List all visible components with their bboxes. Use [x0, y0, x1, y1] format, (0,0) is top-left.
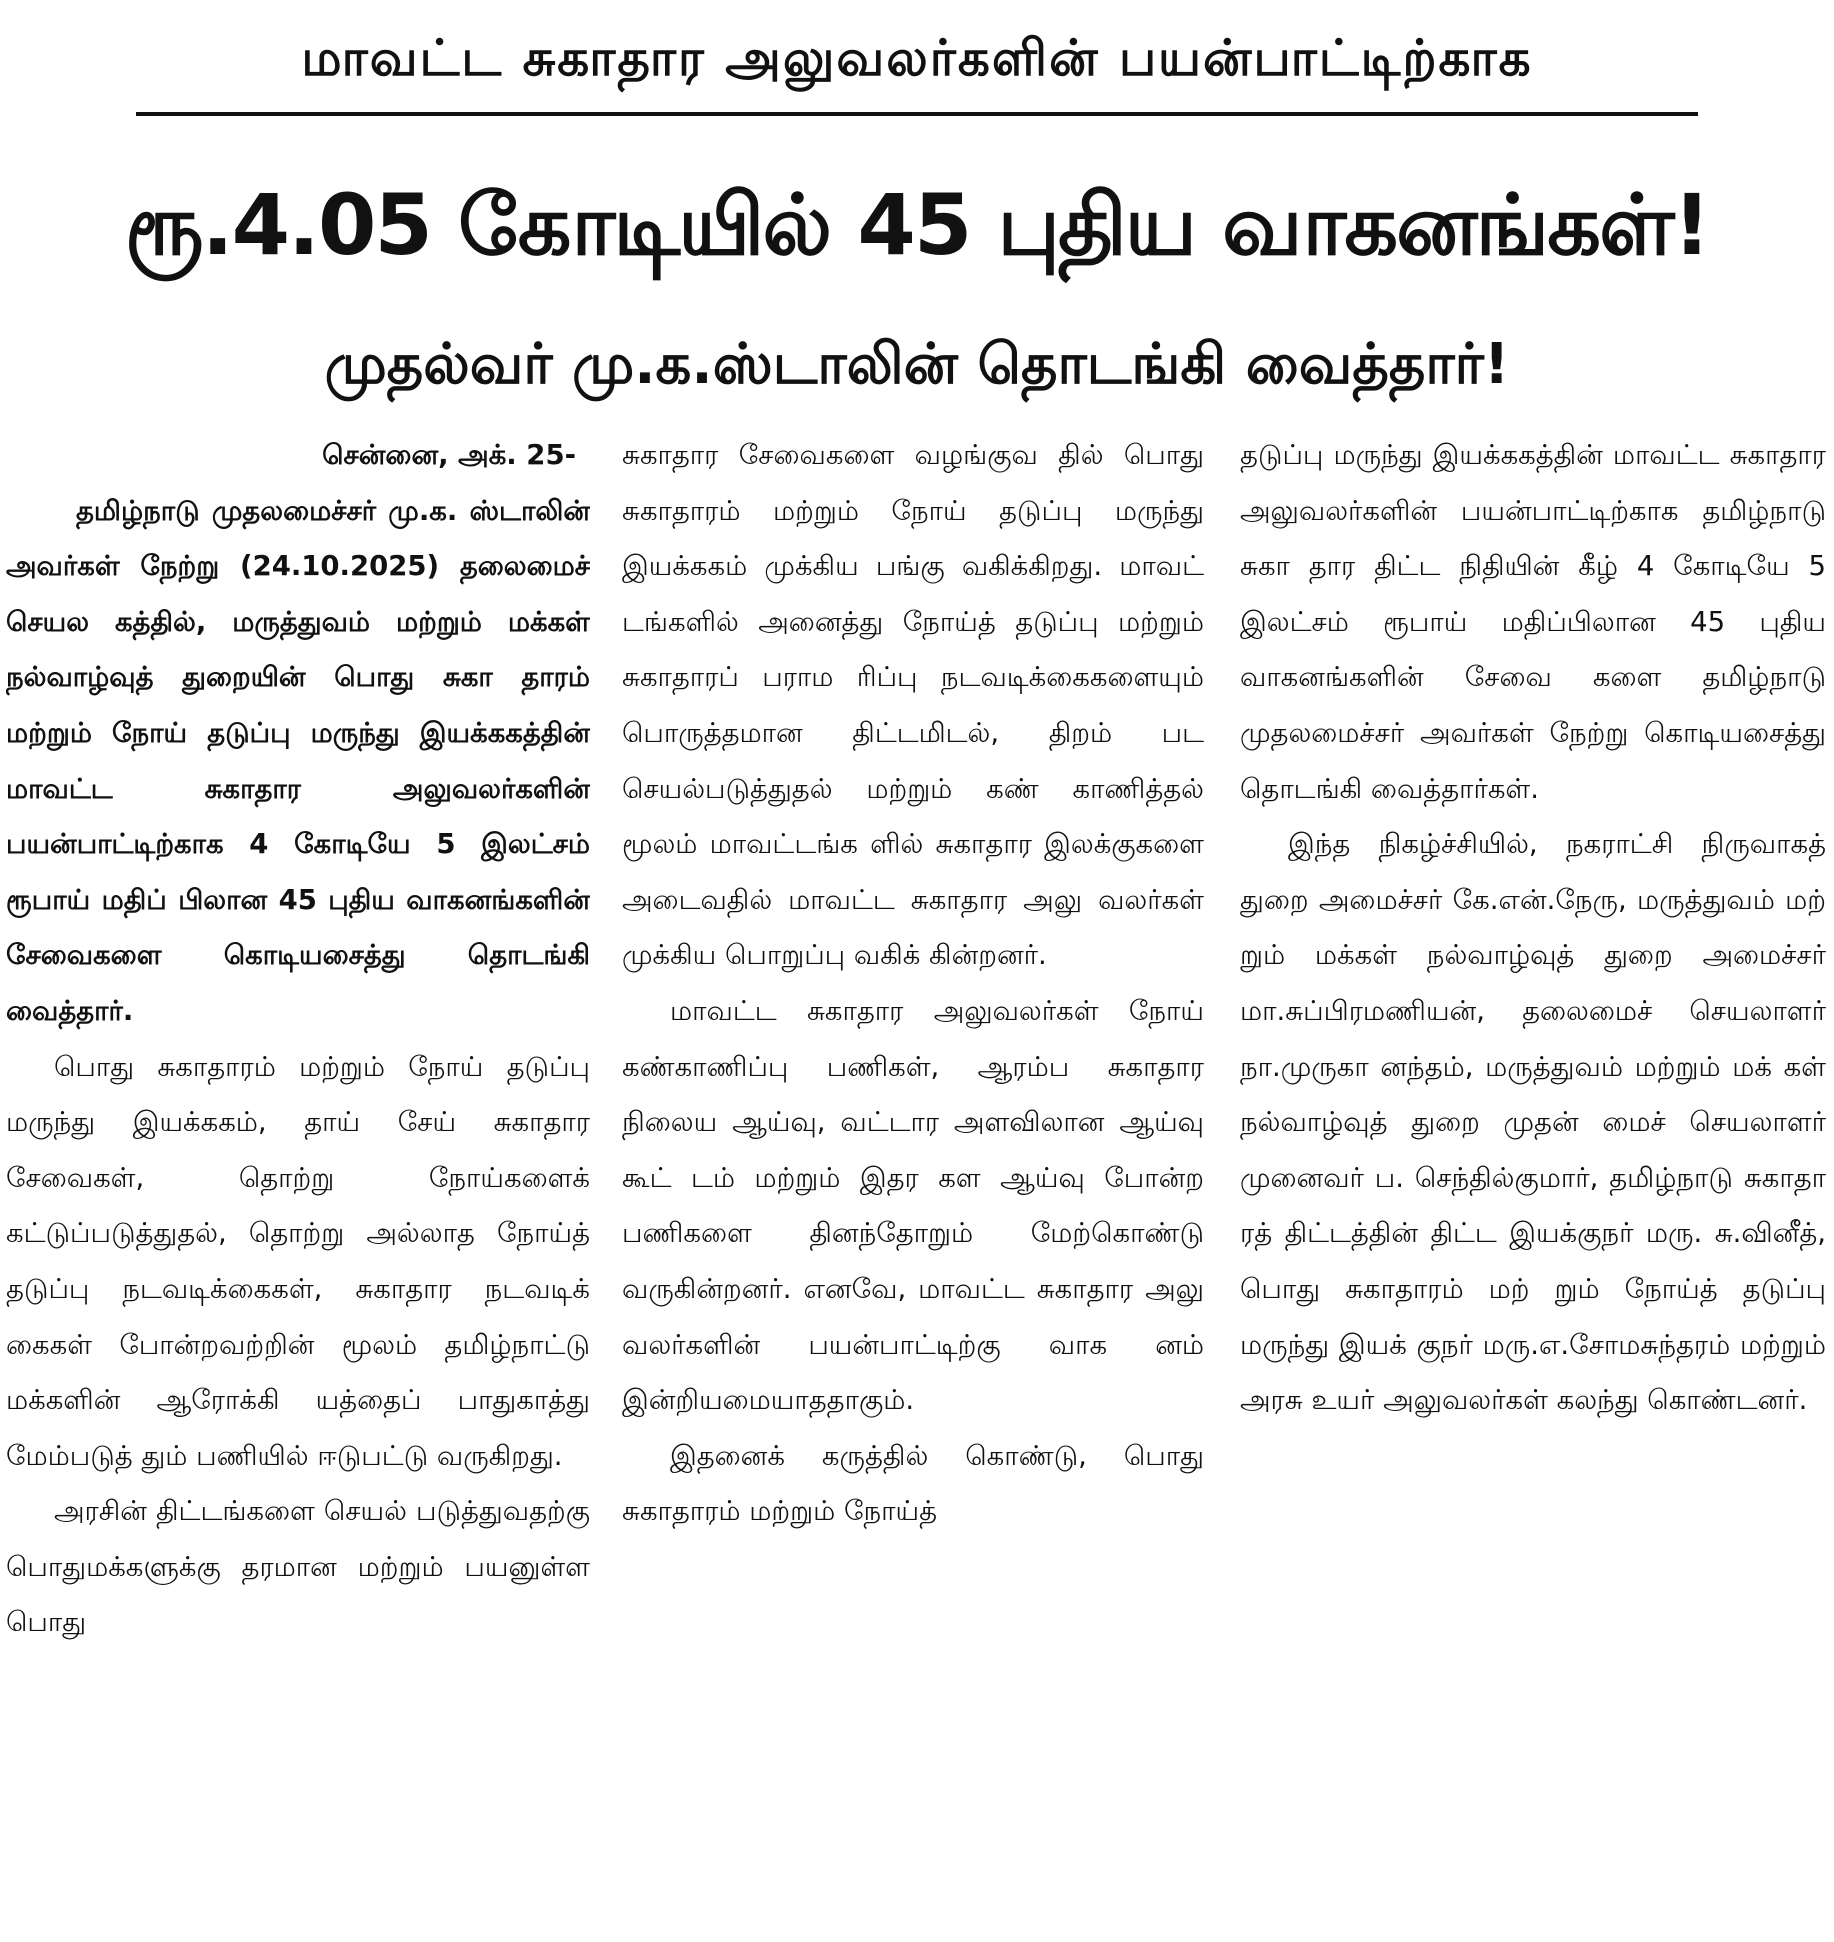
body-paragraph-1: பொது சுகாதாரம் மற்றும் நோய் தடுப்பு மருந்து இயக்ககம், தாய் சேய் சுகாதார சேவைகள், தொற்று நோய்களைக் கட்டுப்படுத்துதல், தொற்று அல்லாத நோய்த் தடுப்பு நடவடிக்கைகள், சுகாதார நடவடிக் கைகள் போன்றவற்றின் மூலம் தமிழ்நாட்டு மக்களின் ஆரோக்கி யத்தைப் பாதுகாத்து மேம்படுத் தும் பணியில் ஈடுபட்டு வருகிறது. [6, 1050, 590, 1472]
body-paragraph-4-continued: தடுப்பு மருந்து இயக்ககத்தின் மாவட்ட சுகாதார அலுவலர்களின் பயன்பாட்டிற்காக தமிழ்நாடு சுகா தார திட்ட நிதியின் கீழ் 4 கோடியே 5 இலட்சம் ரூபாய் மதிப்பிலான 45 புதிய வாகனங்களின் சேவை களை தமிழ்நாடு முதலமைச்சர் அவர்கள் நேற்று கொடியசைத்து தொடங்கி வைத்தார்கள். [1240, 439, 1826, 805]
article-column-2 [622, 428, 1204, 1933]
kicker-headline: மாவட்ட சுகாதார அலுவலர்களின் பயன்பாட்டிற்காக [301, 29, 1533, 87]
body-paragraph-2-continued: சுகாதார சேவைகளை வழங்குவ தில் பொது சுகாதாரம் மற்றும் நோய் தடுப்பு மருந்து இயக்ககம் முக்கிய பங்கு வகிக்கிறது. மாவட் டங்களில் அனைத்து நோய்த் தடுப்பு மற்றும் சுகாதாரப் பராம ரிப்பு நடவடிக்கைகளையும் பொருத்தமான திட்டமிடல், திறம் பட செயல்படுத்துதல் மற்றும் கண் காணித்தல் மூலம் மாவட்டங்க ளில் சுகாதார இலக்குகளை அடைவதில் மாவட்ட சுகாதார அலு வலர்கள் முக்கிய பொறுப்பு வகிக் கின்றனர். [622, 439, 1204, 972]
body-paragraph-5: இந்த நிகழ்ச்சியில், நகராட்சி நிருவாகத் துறை அமைச்சர் கே.என்.நேரு, மருத்துவம் மற் றும் மக்கள் நல்வாழ்வுத் துறை அமைச்சர் மா.சுப்பிரமணியன், தலைமைச் செயலாளர் நா.முருகா னந்தம், மருத்துவம் மற்றும் மக் கள் நல்வாழ்வுத் துறை முதன் மைச் செயலாளர் முனைவர் ப. செந்தில்குமார், தமிழ்நாடு சுகாதா ரத் திட்டத்தின் திட்ட இயக்குநர் மரு. சு.வினீத், பொது சுகாதாரம் மற் றும் நோய்த் தடுப்பு மருந்து இயக் குநர் மரு.எ.சோமசுந்தரம் மற்றும் அரசு உயர் அலுவலர்கள் கலந்து கொண்டனர். [1240, 828, 1826, 1417]
sub-headline: முதல்வர் மு.க.ஸ்டாலின் தொடங்கி வைத்தார்! [324, 332, 1510, 397]
body-paragraph-4: இதனைக் கருத்தில் கொண்டு, பொது சுகாதாரம் மற்றும் நோய்த் [622, 1439, 1204, 1528]
lead-paragraph: தமிழ்நாடு முதலமைச்சர் மு.க. ஸ்டாலின் அவர்கள் நேற்று (24.10.2025) தலைமைச் செயல கத்தில், மருத்துவம் மற்றும் மக்கள் நல்வாழ்வுத் துறையின் பொது சுகா தாரம் மற்றும் நோய் தடுப்பு மருந்து இயக்ககத்தின் மாவட்ட சுகாதார அலுவலர்களின் பயன்பாட்டிற்காக 4 கோடியே 5 இலட்சம் ரூபாய் மதிப் பிலான 45 புதிய வாகனங்களின் சேவைகளை கொடியசைத்து தொடங்கி வைத்தார். [6, 494, 590, 1027]
headline-divider [136, 112, 1698, 116]
body-paragraph-3: மாவட்ட சுகாதார அலுவலர்கள் நோய் கண்காணிப்பு பணிகள், ஆரம்ப சுகாதார நிலைய ஆய்வு, வட்டார அளவிலான ஆய்வு கூட் டம் மற்றும் இதர கள ஆய்வு போன்ற பணிகளை தினந்தோறும் மேற்கொண்டு வருகின்றனர். எனவே, மாவட்ட சுகாதார அலு வலர்களின் பயன்பாட்டிற்கு வாக னம் இன்றியமையாததாகும். [622, 994, 1204, 1417]
dateline: சென்னை, அக். 25- [322, 439, 576, 471]
body-paragraph-2: அரசின் திட்டங்களை செயல் படுத்துவதற்கு பொதுமக்களுக்கு தரமான மற்றும் பயனுள்ள பொது [6, 1495, 590, 1639]
article-column-1 [6, 428, 590, 1933]
article-column-3 [1240, 428, 1826, 1933]
main-headline: ரூ.4.05 கோடியில் 45 புதிய வாகனங்கள்! [124, 176, 1710, 274]
